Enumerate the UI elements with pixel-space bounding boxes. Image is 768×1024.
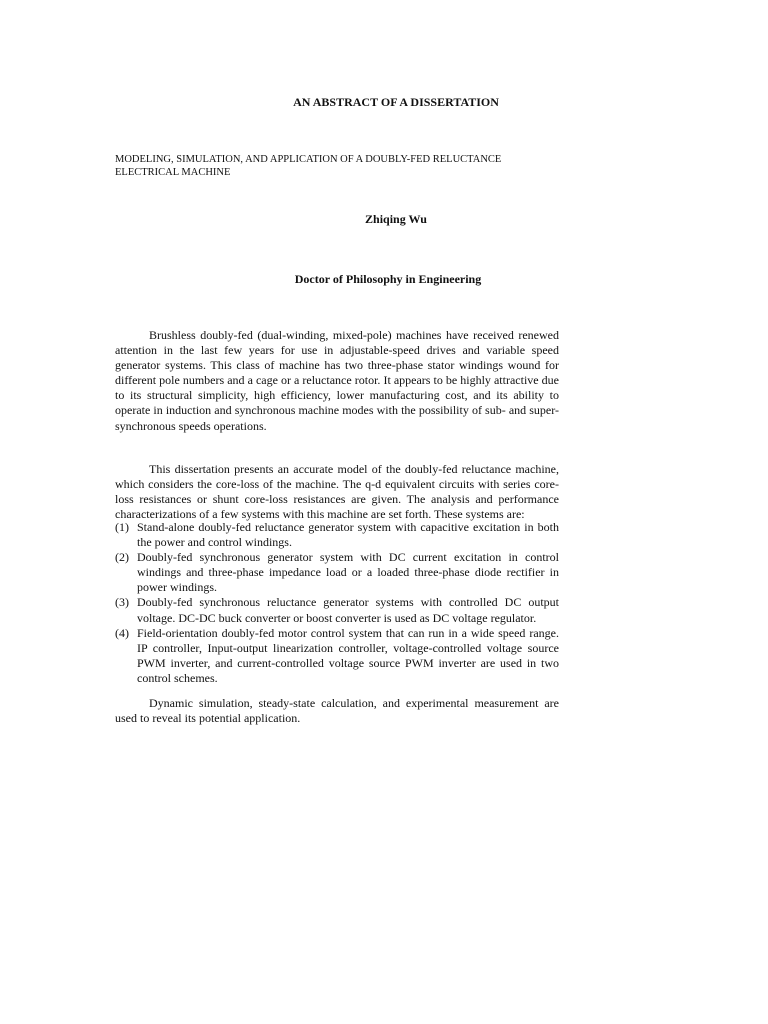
systems-list	[115, 520, 559, 686]
list-item-number: (3)	[115, 595, 129, 610]
list-item	[115, 550, 559, 595]
list-item-number: (2)	[115, 550, 129, 565]
abstract-paragraph-1: Brushless doubly-fed (dual-winding, mixed-pole) machines have received renewed attention in the last few years for use in adjustable-speed drives and variable speed generator systems. This class of machine has two three-phase stator windings wound for different pole numbers and a cage or a reluctance rotor. It appears to be highly attractive due to its structural simplicity, high efficiency, lower manufacturing cost, and its ability to operate in induction and synchronous machine modes with the possibility of sub- and super-synchronous speeds operations.	[115, 328, 559, 433]
list-item-number: (4)	[115, 625, 129, 640]
abstract-heading: AN ABSTRACT OF A DISSERTATION	[293, 95, 499, 109]
dissertation-title-line-1: MODELING, SIMULATION, AND APPLICATION OF A DOUBLY-FED RELUCTANCE	[115, 154, 502, 165]
dissertation-title-line-2: ELECTRICAL MACHINE	[115, 167, 231, 178]
abstract-paragraph-3: Dynamic simulation, steady-state calculation, and experimental measurement are used to reveal its potential application.	[115, 696, 559, 726]
list-item	[115, 626, 559, 686]
list-item-text: Stand-alone doubly-fed reluctance generator system with capacitive excitation in both the power and control windings.	[137, 520, 559, 550]
list-item-number: (1)	[115, 520, 129, 534]
abstract-paragraph-2: This dissertation presents an accurate model of the doubly-fed reluctance machine, which considers the core-loss of the machine. The q-d equivalent circuits with series core-loss resistances or shunt core-loss resistances are given. The analysis and performance characterizations of a few systems with this machine are set forth. These systems are:	[115, 462, 559, 522]
author-name: Zhiqing Wu	[365, 212, 427, 226]
list-item-text: Doubly-fed synchronous reluctance generator systems with controlled DC output voltage. DC-DC buck converter or boost converter is used as DC voltage regulator.	[137, 595, 559, 625]
list-item	[115, 595, 559, 625]
list-item	[115, 520, 559, 550]
degree-name: Doctor of Philosophy in Engineering	[294, 272, 482, 286]
list-item-text: Doubly-fed synchronous generator system with DC current excitation in control windings and three-phase impedance load or a loaded three-phase diode rectifier in power windings.	[137, 550, 559, 595]
list-item-text: Field-orientation doubly-fed motor control system that can run in a wide speed range. IP controller, Input-output linearization controller, voltage-controlled voltage source PWM inverter, and current-controlled voltage source PWM inverter are used in two control schemes.	[137, 625, 559, 685]
dissertation-title	[115, 153, 575, 179]
